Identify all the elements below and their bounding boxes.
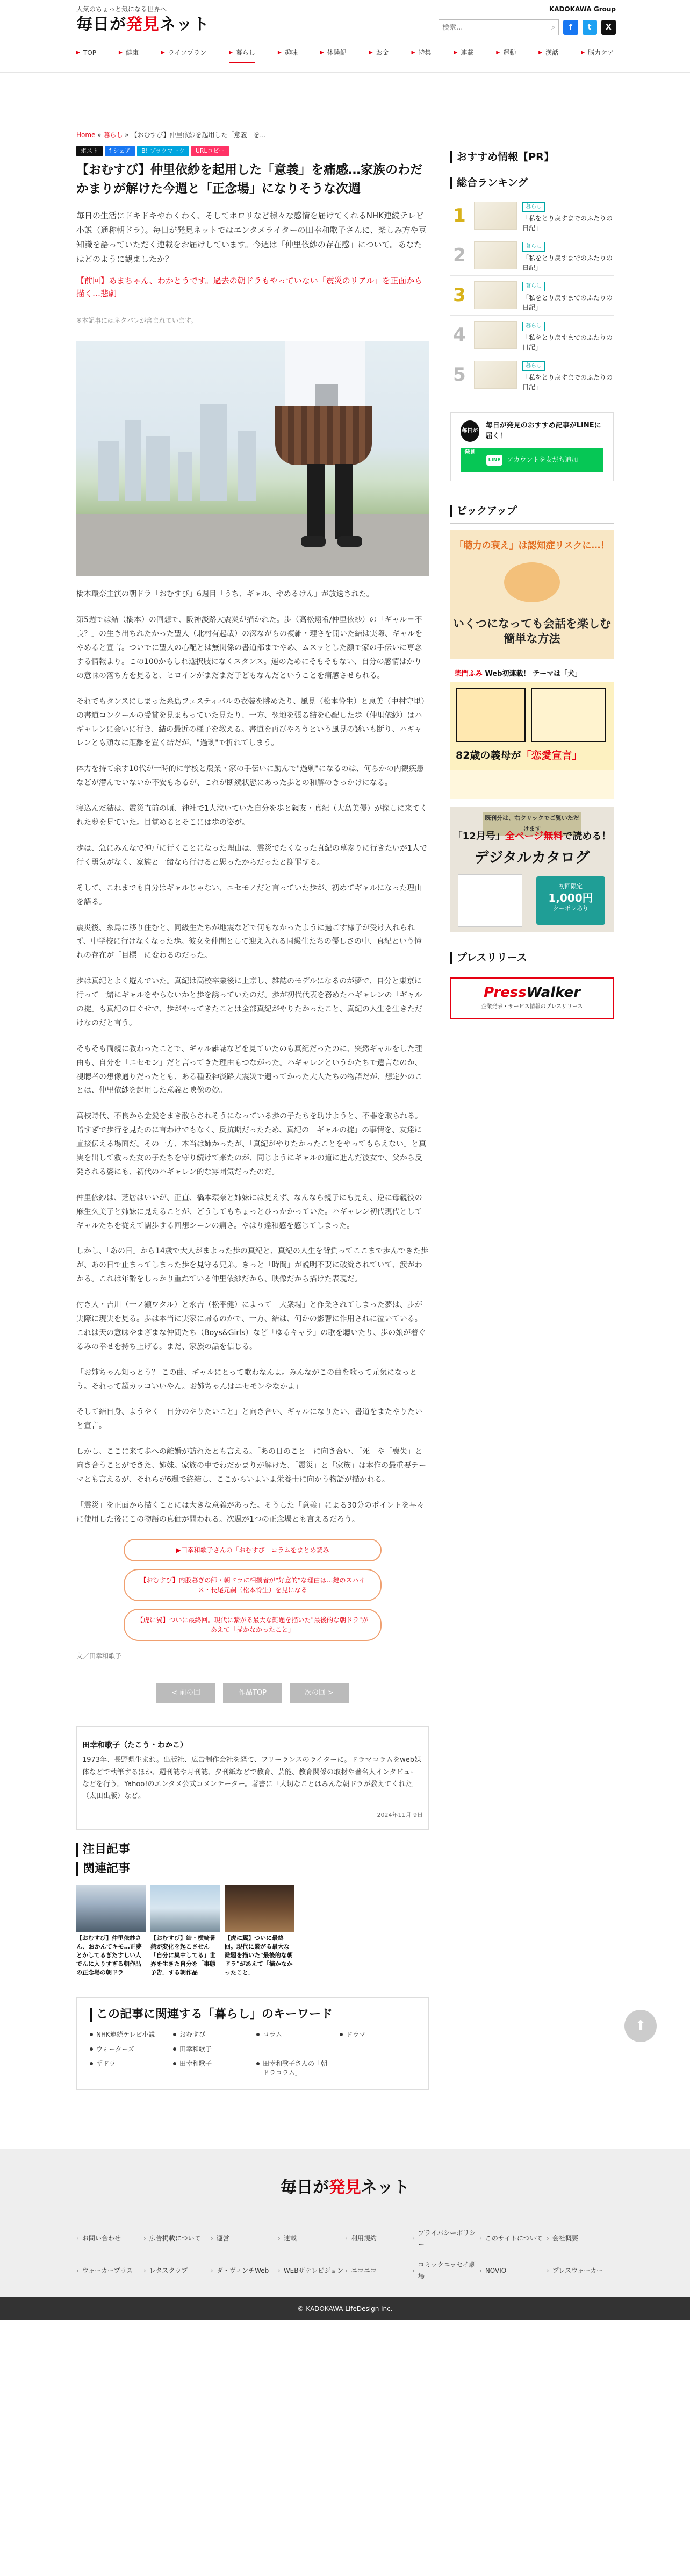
ranking-info	[522, 318, 614, 352]
footer-link[interactable]: › プライバシーポリシー	[412, 2228, 479, 2251]
ranking-item[interactable]	[450, 236, 614, 276]
keyword-link[interactable]	[90, 2045, 166, 2054]
x-post-button[interactable]: ポスト	[76, 146, 103, 156]
line-promo	[450, 412, 614, 481]
chevron-right-icon: ▶	[277, 50, 282, 56]
rank-number: 2	[453, 245, 466, 267]
related-cards	[76, 1885, 429, 1977]
related-link-button[interactable]: ▶田幸和歌子さんの「おむすび」コラムをまとめ読み	[124, 1539, 382, 1561]
category-badge: 暮らし	[522, 361, 545, 371]
pager	[76, 1683, 429, 1703]
rank-number: 1	[453, 205, 466, 227]
twitter-icon[interactable]: t	[583, 20, 597, 35]
nav-item[interactable]	[538, 47, 558, 64]
article-paragraph: しかし、ここに来て歩への離婚が訪れたとも言える。「あの日のこと」に向き合い、「死」や「喪失」と向き合うことができた、姉妹。家族の中でわだかまりが解けた、「震災」と「家族」は本作の最重要テーマとも言えるが、それらが6週で終結し、ここからいよいよ栄養士に向かう物語が描かれる。	[76, 1447, 426, 1484]
article-paragraph: 体力を持て余す10代が一時的に学校と農業・家の手伝いに励んで"過剰"になるのは、何らかの内観疾患などが潜んでいないか不安もあるが、これが断続状態にあった歩との和解のきっかけになる。	[76, 765, 424, 788]
search-box[interactable]	[439, 19, 559, 35]
breadcrumb-home[interactable]: Home	[76, 131, 96, 139]
related-card-thumbnail	[150, 1885, 220, 1932]
global-nav	[76, 47, 614, 63]
author-profile	[76, 1726, 429, 1829]
category-badge: 暮らし	[522, 202, 545, 212]
footer-link[interactable]: › レタスクラブ	[143, 2259, 211, 2282]
footer-link[interactable]: › WEBザテレビジョン	[278, 2259, 345, 2282]
nav-item[interactable]	[496, 47, 516, 64]
ranking-item[interactable]	[450, 196, 614, 236]
related-card-title: 【おむすび】仲里依紗さん、おかんてキモ…正夢とかしてるぎたすしい人でんに入りすぎる朝作品の正念場の朝ドラ	[76, 1935, 142, 1976]
chevron-right-icon: ▶	[161, 50, 165, 56]
manga-panel-illustration	[456, 688, 526, 742]
next-page-button[interactable]: 次の回 >	[290, 1683, 349, 1703]
footer-link[interactable]: › お問い合わせ	[76, 2228, 143, 2251]
kadokawa-group-label: KADOKAWA Group	[549, 5, 616, 13]
article-body	[76, 588, 429, 1526]
share-buttons	[76, 146, 429, 156]
footer-link[interactable]: › 広告掲載について	[143, 2228, 211, 2251]
site-footer	[0, 2149, 690, 2320]
catalog-cover-image	[458, 874, 522, 927]
scroll-top-icon[interactable]: ⬆	[624, 2010, 657, 2042]
rank-number: 5	[453, 364, 466, 386]
ranking-item[interactable]	[450, 355, 614, 395]
nav-item-label: ライフプラン	[168, 48, 206, 56]
related-card-thumbnail	[225, 1885, 294, 1932]
nav-item-label: 漢話	[545, 48, 559, 56]
footer-link[interactable]: › ダ・ヴィンチWeb	[211, 2259, 278, 2282]
article-paragraph: 第5週では結（橋本）の回想で、阪神淡路大震災が描かれた。歩（高松翔希/仲里依紗）の「ギャル＝不良？」の生き出ちれたかった聖人（北村有起哉）の深ながらの複雑・理さを開いた結は実際、ギャルをやめると宣言。ついでに聖人の心配とは無関係の書道部までやめ、ムスッとした顔で家の手伝いに専念する情報より。この100かもしれ選択肢になくスタンス。運のためにそもそもない、自分の感情はかりの意味の落ち方を見ると、ヒロインがまだまだ子どもなんだということを痛感させられる。	[76, 616, 422, 680]
keyword-label: おむすび	[179, 2031, 206, 2039]
chevron-right-icon: ▶	[369, 50, 373, 56]
nav-item-label: 暮らし	[235, 48, 255, 56]
keyword-link[interactable]	[256, 2059, 332, 2078]
manga-banner[interactable]: 柴門ふみ Web初連載！ テーマは「犬」 82歳の義母が「恋愛宣言」	[450, 667, 614, 799]
article-paragraph: しかし、「あの日」から14歳で大人がまよった歩の真紀と、真紀の人生を背負ってここまで歩んできた歩が、あの日で止まってしまった歩を見守る兄弟。きっと「時間」が説明不要に破綻されていて、涙がわかる。これは年齢をしっかり重ねている仲里依紗だから、映像だから描けた表現だ。	[76, 1247, 428, 1284]
keyword-label: 田幸和歌子	[179, 2045, 212, 2053]
ranking-title: 「私をとり戻すまでのふたりの日記」	[522, 334, 613, 351]
search-input[interactable]	[442, 24, 539, 32]
ranking-thumbnail	[474, 241, 517, 269]
nav-item[interactable]	[278, 47, 298, 64]
url-copy-button[interactable]: URLコピー	[191, 146, 229, 156]
keyword-label: ウォーターズ	[96, 2045, 134, 2053]
ranking-title: 「私をとり戻すまでのふたりの日記」	[522, 215, 613, 232]
manga-panel-illustration	[531, 688, 606, 742]
article-paragraph: 「震災」を正面から描くことには大きな意義があった。そうした「意義」による30分のポイントを早々に使用した後にこの物語の真価が問われる。次週が1つの正念場とも言えるだろう。	[76, 1501, 425, 1524]
ranking-title: 「私をとり戻すまでのふたりの日記」	[522, 254, 613, 272]
breadcrumb: Home » 暮らし » 【おむすび】仲里依紗を起用した「意義」を...	[76, 131, 266, 139]
article-title: 【おむすび】仲里依紗を起用した「意義」を痛感…家族のわだかまりが解けた今週と「正念場」になりそうな次週	[76, 162, 422, 196]
bullet-icon	[173, 2062, 176, 2065]
ranking-title: 「私をとり戻すまでのふたりの日記」	[522, 374, 613, 391]
breadcrumb-category[interactable]: 暮らし	[103, 131, 123, 139]
keyword-link[interactable]	[173, 2045, 249, 2054]
keyword-link[interactable]	[173, 2030, 249, 2039]
chevron-right-icon: ▶	[320, 50, 324, 56]
nav-item-label: 健康	[125, 48, 139, 56]
prev-page-button[interactable]: < 前の回	[156, 1683, 215, 1703]
sidebar	[450, 130, 614, 2090]
nav-item[interactable]	[320, 47, 347, 64]
rank-number: 3	[453, 284, 466, 306]
article-paragraph: 橋本環奈主演の朝ドラ「おむすび」6週目「うち、ギャル、やめるけん」が放送された。	[76, 590, 374, 599]
line-promo-text: 毎日が発見のおすすめ記事がLINEに届く！	[485, 422, 601, 440]
footer-link[interactable]: › このサイトについて	[479, 2228, 547, 2251]
facebook-share-button[interactable]: f シェア	[105, 146, 135, 156]
keyword-label: ドラマ	[346, 2031, 366, 2039]
nav-item-label: 連載	[461, 48, 474, 56]
footer-links	[76, 2228, 614, 2297]
article-paragraph: 付き人・吉川（一ノ瀬ワタル）と永吉（松平健）によって「大衆場」と作業されてしまった夢は、歩が実際に現実を見る。歩は本当に実家に帰るのかで、一方、結は、何かの影響に作用されに泣いている。これは天の意味やまざまな仲間たち（Boys&Girls）など「ゆるキャラ」の歌を聴いたり、歩の娘が着ぐるみの幸せを持ち上げる。まだ、家族の話を信じる。	[76, 1301, 426, 1351]
author-line: 文／田幸和歌子	[76, 1652, 122, 1660]
hearing-banner[interactable]: 「聴力の衰え」は認知症リスクに…！ いくつになっても会話を楽しむ簡単な方法	[450, 530, 614, 659]
category-badge: 暮らし	[522, 242, 545, 252]
bullet-icon	[90, 2033, 93, 2036]
article-paragraph: そして結自身、ようやく「自分のやりたいこと」と向き合い、ギャルになりたい、書道をまたやりたいと宣言。	[76, 1408, 422, 1431]
spoiler-note: ※本記事にはネタバレが含まれています。	[76, 316, 197, 324]
related-card[interactable]	[76, 1885, 146, 1977]
article-paragraph: 歩は、急にみんなで神戸に行くことになった理由は、震災でたくなった真紀の墓参りに行きたいが1人で行く勇気がなく、家族と一緒なら行けると思ったからだったと謝罪する。	[76, 844, 427, 867]
footer-link[interactable]: › NOVIO	[479, 2259, 547, 2282]
related-card[interactable]	[225, 1885, 294, 1977]
nav-item[interactable]	[412, 47, 432, 64]
nav-item-label: 趣味	[284, 48, 298, 56]
keyword-link[interactable]	[173, 2059, 249, 2078]
bullet-icon	[90, 2047, 93, 2051]
keyword-label: 田幸和歌子	[179, 2060, 212, 2068]
related-card-title: 【おむすび】結・横崎暑熱が変化を起こさせん「自分に集中してる」世界を生きた自分を「事態予告」する朝作品	[150, 1935, 215, 1976]
related-card[interactable]	[150, 1885, 220, 1977]
nav-item[interactable]	[229, 47, 255, 64]
keyword-link[interactable]	[90, 2030, 166, 2039]
footer-link[interactable]: › 運営	[211, 2228, 278, 2251]
previous-article-link[interactable]: 【前回】あまちゃん、わかとうです。過去の朝ドラもやっていない「震災のリアル」を正面から描く…悲劇	[76, 275, 423, 298]
related-card-title: 【虎に翼】ついに最終回。現代に繋がる最大な難題を描いた"最後的な朝ドラ"があえて「描かなかったこと」	[225, 1935, 293, 1976]
article-paragraph: そして、これまでも自分はギャルじゃない、ニセモノだと言っていた歩が、初めてギャルになった理由を語る。	[76, 883, 422, 907]
pr-heading: おすすめ情報【PR】	[450, 151, 614, 163]
facebook-icon[interactable]: f	[563, 20, 578, 35]
footer-link[interactable]: › コミックエッセイ劇場	[412, 2259, 479, 2282]
keyword-link[interactable]	[90, 2059, 166, 2078]
series-top-button[interactable]: 作品TOP	[223, 1683, 282, 1703]
nav-item[interactable]	[369, 47, 389, 64]
bullet-icon	[173, 2033, 176, 2036]
bullet-icon	[90, 2062, 93, 2065]
keyword-title: この記事に関連する「暮らし」のキーワード	[90, 2008, 415, 2022]
category-badge: 暮らし	[522, 282, 545, 291]
rank-number: 4	[453, 324, 466, 346]
bullet-icon	[340, 2033, 343, 2036]
site-header	[0, 0, 690, 73]
article-paragraph: 寝込んだ結は、震災直前の頃、神社で1人泣いていた自分を歩と親友・真紀（大島美優）が探しに来てくれた夢を見ていた。目覚めるとそこには歩の姿が。	[76, 804, 427, 827]
ranking-list	[450, 196, 614, 395]
logo-tagline: 人気のちょっと気になる世界へ	[76, 5, 167, 13]
footer-link[interactable]: › 利用規約	[345, 2228, 412, 2251]
ranking-item[interactable]	[450, 316, 614, 355]
keyword-label: 朝ドラ	[96, 2060, 116, 2068]
breadcrumb-current: 【おむすび】仲里依紗を起用した「意義」を...	[131, 131, 266, 139]
chevron-right-icon: ▶	[496, 50, 500, 56]
article-paragraph: 歩は真紀とよく遊んでいた。真紀は高校卒業後に上京し、雑誌のモデルになるのが夢で、自分と東京に行って一緒にギャルをやらないかと歩を誘っていたのだ。歩が初代代表を務めたハギャレンの「ギャルの掟」も真紀の口ぐせで、歩がやってきたことは全部真紀がやりたかったこと、真紀の人生を生きただけなのだと言う。	[76, 977, 422, 1027]
article-main	[76, 130, 429, 2090]
nav-item[interactable]	[454, 47, 473, 64]
ranking-thumbnail	[474, 202, 517, 230]
keyword-box	[76, 1997, 429, 2090]
digital-catalog-banner[interactable]: 既刊分は、右クリックでご覧いただけます 「12月号」全ページ無料で読める！ デジタルカタログ 初回限定 1,000円 クーポンあり	[450, 807, 614, 932]
ranking-thumbnail	[474, 281, 517, 309]
chevron-right-icon: ▶	[538, 50, 543, 56]
nav-item[interactable]	[119, 47, 139, 64]
bullet-icon	[256, 2033, 260, 2036]
nav-item-label: 特集	[418, 48, 432, 56]
article-paragraph: 高校時代、不良から金髪をまき散らされそうになっている歩の子たちを助けようと、不器を取られる。暗すぎで歩行を見たのに言わけでもなく、反抗期だったため、真紀の「ギャルの掟」の事情を、友達に直接伝える場面だ。その一方、本当は姉かったが、「真紀がやりたかったことをやってもらえない」と真実を出して救った女の子たちを守り続けて来たのが、同じようにギャルの道に進んだ彼女で、父から反発される姿にも、初代のハギャレン的な雰囲気だったのだ。	[76, 1112, 426, 1176]
pickup-heading: ピックアップ	[450, 505, 614, 517]
header-tools	[439, 5, 616, 35]
press-heading: プレスリリース	[450, 952, 614, 964]
chevron-right-icon: ▶	[118, 50, 123, 56]
related-heading: 関連記事	[76, 1862, 429, 1876]
author-name: 田幸和歌子（たこう・わかこ）	[82, 1741, 188, 1750]
ranking-heading: 総合ランキング	[450, 177, 614, 189]
related-card-thumbnail	[76, 1885, 146, 1932]
coupon-badge: 初回限定 1,000円 クーポンあり	[536, 876, 605, 925]
ranking-info	[522, 238, 614, 273]
footer-link[interactable]: › 会社概要	[547, 2228, 614, 2251]
search-icon[interactable]: ⌕	[551, 23, 556, 32]
ranking-thumbnail	[474, 321, 517, 349]
presswalker-banner[interactable]: PressWalker 企業発表・サービス情報のプレスリリース	[450, 977, 614, 1019]
publish-date: 2024年11月 9日	[377, 1811, 423, 1818]
article-paragraph: 震災後、糸島に移り住むと、同級生たちが地震などで何もなかったように過ごす様子が受け入れられず、中学校に行けなくなった歩。彼女を仲間として迎え入れる同級生たちの優しさの中、真紀という憧れの存在が「目標」に変わるのだった。	[76, 923, 422, 960]
hatena-bookmark-button[interactable]: B! ブックマーク	[137, 146, 189, 156]
nav-item[interactable]	[76, 47, 96, 64]
keyword-link[interactable]	[340, 2030, 415, 2039]
site-logo[interactable]: 毎日が発見ネット	[76, 15, 210, 34]
ranking-thumbnail	[474, 361, 517, 389]
article-paragraph: 仲里依紗は、芝居はいいが、正直、橋本環奈と姉妹には見えず、なんなら親子にも見え、逆に母親役の麻生久美子と姉妹に見えることが、どうしてもちょっとひっかかっていた。ハギャレン初代現代としてギャルたちを従えて闊歩する回想シーンの痛さ。やはり違和感を感じてしまった。	[76, 1193, 422, 1230]
footer-link[interactable]: › ウォーカープラス	[76, 2259, 143, 2282]
copyright: © KADOKAWA LifeDesign inc.	[0, 2297, 690, 2320]
ranking-info	[522, 278, 614, 312]
ranking-item[interactable]	[450, 276, 614, 316]
article-lead: 毎日の生活にドキドキやわくわく、そしてホロリなど様々な感情を届けてくれるNHK連続テレビ小説（通称朝ドラ）。毎日が発見ネットではエンタメライターの田幸和歌子さんに、楽しみ方や豆知識を語っていただく連載をお届けしています。今週は「仲里依紗の存在感」について。あなたはどのように観ましたか？	[76, 210, 427, 264]
bullet-icon	[173, 2047, 176, 2051]
attention-heading: 注目記事	[76, 1843, 429, 1857]
related-link-button[interactable]: 【おむすび】内股暮ぎの師・朝ドラに相撲者が"好意的"な理由は…鍵のスパイス・長尾元嗣（松本怜生）を見になる	[124, 1569, 382, 1601]
chevron-right-icon: ▶	[454, 50, 458, 56]
article-paragraph: そもそも両親に教わったことで、ギャル雑誌などを見ていたのも真紀だったのに、突然ギャルをした理由も、自分を「ニセモン」だと言ってきた理由もつながった。ハギャレンというかたちで遺言なのか、視聴者の想像通りだったとも、ある種阪神淡路大震災で遺ってかった大人たちの物語だが、想定外のことは、仲里依紗を起用した意義と映像の妙。	[76, 1044, 422, 1095]
keyword-label: コラム	[263, 2031, 282, 2039]
x-icon[interactable]: X	[601, 20, 616, 35]
ranking-info	[522, 358, 614, 392]
related-link-button[interactable]: 【虎に翼】ついに最終回。現代に繋がる最大な難題を描いた"最後的な朝ドラ"があえて「描かなかったこと」	[124, 1609, 382, 1641]
nav-item-label: お金	[376, 48, 389, 56]
chevron-right-icon: ▶	[581, 50, 585, 56]
keyword-link[interactable]	[256, 2030, 332, 2039]
nav-item[interactable]	[581, 47, 614, 64]
bullet-icon	[256, 2062, 260, 2065]
nav-item-label: TOP	[83, 48, 96, 56]
footer-link[interactable]: › 連載	[278, 2228, 345, 2251]
nav-item-label: 体験記	[327, 48, 347, 56]
nav-item-label: 脳力ケア	[587, 48, 614, 56]
footer-link[interactable]: › プレスウォーカー	[547, 2259, 614, 2282]
line-account-icon: 毎日が発見	[461, 420, 479, 442]
ranking-title: 「私をとり戻すまでのふたりの日記」	[522, 294, 613, 311]
line-add-friend-button[interactable]: LINE アカウントを友だち追加	[461, 448, 603, 472]
footer-link[interactable]: › ニコニコ	[345, 2259, 412, 2282]
article-photo	[76, 341, 429, 576]
nav-item-label: 運動	[503, 48, 516, 56]
chevron-right-icon: ▶	[411, 50, 415, 56]
author-bio: 1973年、長野県生まれ。出版社、広告制作会社を経て、フリーランスのライターに。ドラマコラムをweb媒体などで執筆するほか、週刊誌や月刊誌、夕刊紙などで教育、芸能、教育関係の取材や著名人インタビューなどを行う。Yahoo!のエンタメ公式コメンテーター。著書に『大切なことはみんな朝ドラが教えてくれた』（太田出版）など。	[82, 1756, 422, 1800]
chevron-right-icon: ▶	[76, 50, 80, 56]
article-links	[76, 1539, 429, 1641]
ranking-info	[522, 198, 614, 233]
article-paragraph: それでもタンスにしまった糸島フェスティバルの衣装を眺めたり、風見（松本怜生）と恵美（中村守里）の書道コンクールの受賞を見まもっていた見たり、一方、翌地を張る結を心配した歩（仲里依紗）はハギャレンに会いに行き、結の最近の様子を教える。書道を再びやろうという風見の誘いも断り、ハギャレンとも頑なに距離を置く結だが、"過剰"で折れてしまう。	[76, 697, 429, 748]
line-logo-icon: LINE	[486, 455, 503, 466]
footer-logo[interactable]: 毎日が発見ネット	[281, 2178, 409, 2197]
banner-illustration	[504, 562, 560, 602]
keyword-label: 田幸和歌子さんの「朝ドラコラム」	[263, 2060, 328, 2077]
nav-item[interactable]	[161, 47, 206, 64]
keyword-label: NHK連続テレビ小説	[96, 2031, 155, 2039]
article-paragraph: 「お姉ちゃん知っとう？ この曲、ギャルにとって歌わなんよ。みんながこの曲を歌って元気になっとう。それって超カッコいいやん。お姉ちゃんはニセモンやなかよ」	[76, 1368, 418, 1391]
chevron-right-icon: ▶	[228, 50, 233, 56]
category-badge: 暮らし	[522, 322, 545, 331]
